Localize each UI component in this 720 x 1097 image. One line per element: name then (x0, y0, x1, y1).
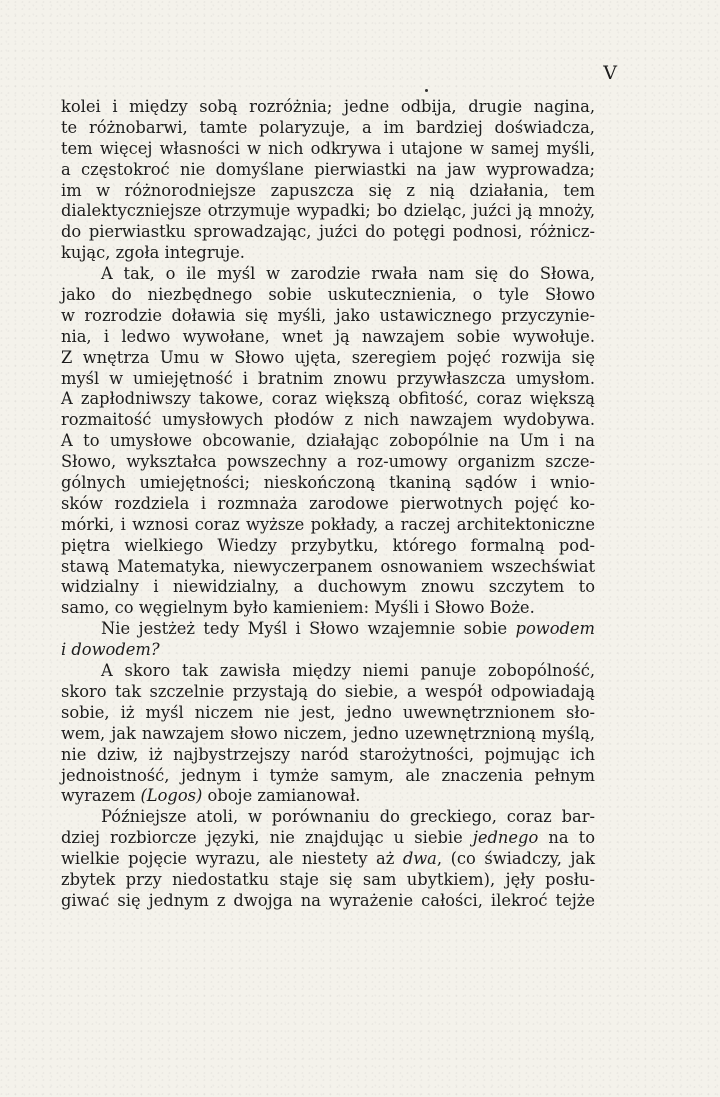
text-run: wielkie pojęcie wyrazu, ale niestety aż (61, 849, 403, 869)
text-line: sobie, iż myśl niczem nie jest, jedno uwewnętrznionem sło- (61, 702, 595, 722)
text-run: oboje zamianował. (202, 786, 361, 806)
text-run: na to (538, 828, 595, 848)
text-line: sków rozdziela i rozmnaża zarodowe pierwotnych pojęć ko- (61, 493, 595, 513)
text-line: nia, i ledwo wywołane, wnet ją nawzajem sobie wywołuje. (61, 326, 595, 346)
text-line: widzialny i niewidzialny, a duchowym znowu szczytem to (61, 577, 595, 597)
text-line: rozmaitość umysłowych płodów z nich nawzajem wydobywa. (61, 410, 595, 430)
text-line (61, 640, 595, 661)
text-line: stawą Matematyka, niewyczerpanem osnowaniem wszechświat (61, 556, 595, 576)
text-line: zbytek przy niedostatku staje się sam ubytkiem), jęły posłu- (61, 869, 595, 889)
text-line: A skoro tak zawisła między niemi panuje zobopólność, (101, 661, 595, 681)
italic-run: jednego (472, 828, 539, 848)
text-line: Słowo, wykształca powszechny a roz-umowy organizm szcze- (61, 452, 595, 472)
text-line: kując, zgoła integruje. (61, 243, 245, 263)
text-line: skoro tak szczelnie przystają do siebie, a wespół odpowiadają (61, 681, 595, 701)
text-line: gólnych umiejętności; nieskończoną tkaniną sądów i wnio- (61, 473, 595, 493)
page-number: V (603, 62, 617, 84)
text-line (61, 828, 595, 849)
text-line: A to umysłowe obcowanie, działając zobopólnie na Um i na (61, 431, 595, 451)
text-line: kolei i między sobą rozróżnia; jedne odbija, drugie nagina, (61, 97, 595, 116)
text-line: a częstokroć nie domyślane pierwiastki na jaw wyprowadza; (61, 159, 595, 179)
text-line: jako do niezbędnego sobie uskutecznienia, o tyle Słowo (61, 285, 595, 305)
text-line: do pierwiastku sprowadzając, juźci do potęgi podnosi, różnicz- (61, 222, 595, 242)
text-line: mórki, i wznosi coraz wyższe pokłady, a raczej architektoniczne (61, 514, 595, 534)
text-line: A zapłodniwszy takowe, coraz większą obfitość, coraz większą (61, 389, 595, 409)
text-line: nie dziw, iż najbystrzejszy naród starożytności, pojmując ich (61, 744, 595, 764)
text-line: Późniejsze atoli, w porównaniu do greckiego, coraz bar- (101, 807, 595, 827)
text-line (61, 619, 595, 640)
text-line: dialektyczniejsze otrzymuje wypadki; bo dzieląc, juźci ją mnoży, (61, 201, 595, 221)
text-line: im w różnorodniejsze zapuszcza się z nią działania, tem (61, 180, 595, 200)
text-line: jednoistność, jednym i tymże samym, ale znaczenia pełnym (61, 765, 595, 785)
text-run: wyrazem (61, 786, 141, 806)
text-line: wem, jak nawzajem słowo niczem, jedno uzewnętrznioną myślą, (61, 723, 595, 743)
text-line: piętra wielkiego Wiedzy przybytku, którego formalną pod- (61, 535, 595, 555)
body-text (61, 97, 595, 912)
text-line: giwać się jednym z dwojga na wyrażenie całości, ilekroć tejże (61, 890, 595, 910)
text-line: te różnobarwi, tamte polaryzuje, a im bardziej doświadcza, (61, 117, 595, 137)
text-line: samo, co węgielnym było kamieniem: Myśli i Słowo Boże. (61, 598, 535, 618)
text-run: Nie jestżeż tedy Myśl i Słowo wzajemnie sobie (101, 619, 516, 639)
text-line (61, 786, 595, 807)
italic-run: (Logos) (140, 786, 203, 806)
text-line: Z wnętrza Umu w Słowo ujęta, szeregiem pojęć rozwija się (61, 347, 595, 367)
text-line: w rozrodzie doławia się myśli, jako ustawicznego przyczynie- (61, 305, 595, 325)
italic-run: powodem (515, 619, 595, 639)
italic-run: dwa (402, 849, 437, 869)
text-line: tem więcej własności w nich odkrywa i utajone w samej myśli, (61, 138, 595, 158)
text-line: myśl w umiejętność i bratnim znowu przywłaszcza umysłom. (61, 368, 595, 388)
text-run: , (co świadczy, jak (436, 849, 595, 869)
ink-speck (425, 89, 428, 92)
text-line (61, 849, 595, 870)
text-run: dziej rozbiorcze języki, nie znajdując u siebie (61, 828, 473, 848)
italic-run: i dowodem? (61, 640, 160, 660)
text-line: A tak, o ile myśl w zarodzie rwała nam się do Słowa, (101, 264, 595, 284)
